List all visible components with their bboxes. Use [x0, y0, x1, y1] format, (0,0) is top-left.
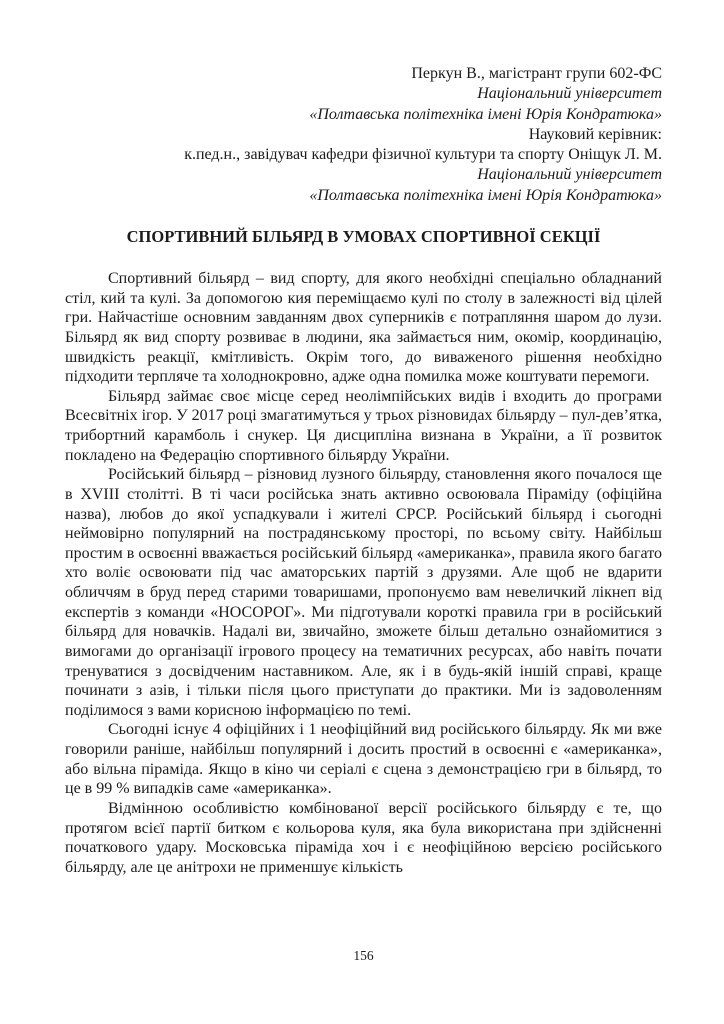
- article-body: [65, 269, 662, 877]
- paragraph-3: Російський більярд – різновид лузного більярду, становлення якого почалося ще в XVIII столітті. В ті часи російська знать активно освоювала Піраміду (офіційна назва), любов до якої успадкували і жителі СРСР. Російський більярд і сьогодні неймовірно популярний на пострадянському просторі, по всьому світу. Найбільш простим в освоєнні вважається російський більярд «американка», правила якого багато хто воліє освоювати під час аматорських партій з друзями. Але щоб не вдарити обличчям в бруд перед старими товаришами, пропонуємо вам невеличкий лікнеп від експертів з команди «НОСОРОГ». Ми підготували короткі правила гри в російський більярд для новачків. Надалі ви, звичайно, зможете більш детально ознайомитися з вимогами до організації ігрового процесу на тематичних ресурсах, або навіть почати тренуватися з досвідченим наставником. Але, як і в будь-якій іншій справі, краще починати з азів, і тільки після цього приступати до практики. Ми із задоволенням поділимося з вами корисною інформацією по темі.: [65, 466, 662, 719]
- paper-title: СПОРТИВНИЙ БІЛЬЯРД В УМОВАХ СПОРТИВНОЇ СЕКЦІЇ: [126, 227, 601, 247]
- paragraph-4: Сьогодні існує 4 офіційних і 1 неофіційний вид російського більярду. Як ми вже говорили раніше, найбільш популярний і досить простий в освоєнні є «американка», або вільна піраміда. Якщо в кіно чи серіалі є сцена з демонстрацією гри в більярд, то це в 99 % випадків саме «американка».: [65, 721, 662, 798]
- paragraph-1: Спортивний більярд – вид спорту, для якого необхідні спеціально обладнаний стіл, кий та кулі. За допомогою кия переміщаємо кулі по столу в залежності від цілей гри. Найчастіше основним завданням двох суперників є потрапляння шаром до лузи. Більярд як вид спорту розвиває в людини, яка займається ним, окомір, координацію, швидкість реакції, кмітливість. Окрім того, до виваженого рішення необхідно підходити терпляче та холоднокровно, адже одна помилка може коштувати перемоги.: [65, 270, 662, 386]
- supervisor-line: к.пед.н., завідувач кафедри фізичної культури та спорту Оніщук Л. М.: [184, 146, 662, 164]
- paragraph-5: Відмінною особливістю комбінованої версії російського більярду є те, що протягом всієї партії битком є кольорова куля, яка була використана при здійсненні початкового удару. Московська піраміда хоч і є неофіційною версією російського більярду, але це анітрохи не применшує кількість: [65, 799, 662, 876]
- author-affiliation-block: [65, 64, 662, 206]
- supervisor-university-line: Національний університет: [477, 166, 662, 184]
- author-line: Перкун В., магістрант групи 602-ФС: [411, 65, 662, 82]
- university-name-line: «Полтавська політехніка імені Юрія Кондратюка»: [309, 105, 662, 123]
- university-line: Національний університет: [477, 85, 662, 103]
- paragraph-2: Більярд займає своє місце серед неолімпійських видів і входить до програми Всесвітніх ігор. У 2017 році змагатимуться у трьох різновидах більярду – пул-дев’ятка, трибортний карамболь і снукер. Ця дисципліна визнана в України, а її розвиток покладено на Федерацію спортивного більярду України.: [65, 387, 662, 464]
- page-number: 156: [353, 948, 374, 963]
- supervisor-label-line: Науковий керівник:: [528, 125, 662, 143]
- page-content: [65, 64, 662, 877]
- supervisor-university-name-line: «Полтавська політехніка імені Юрія Кондратюка»: [309, 186, 662, 204]
